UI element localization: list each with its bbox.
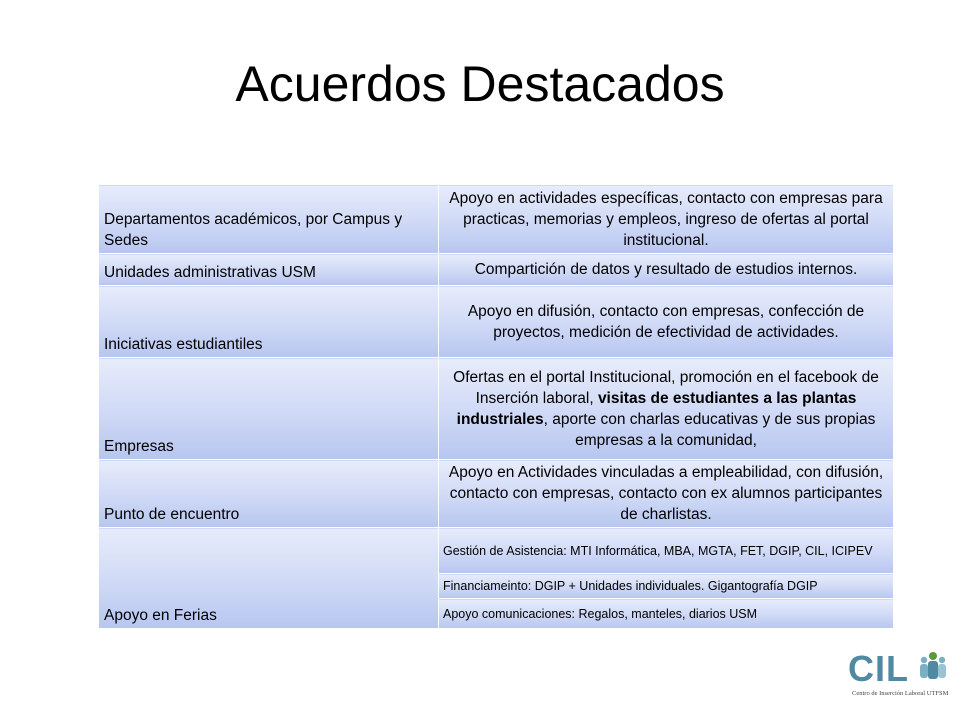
agreements-table (98, 184, 894, 629)
table-row (99, 254, 894, 286)
table-row (99, 185, 894, 254)
row-description: Compartición de datos y resultado de estudios internos. (439, 254, 894, 286)
slide-title: Acuerdos Destacados (235, 56, 725, 112)
row-description (439, 358, 894, 460)
row-description-part: Ofertas en el portal Institucional, promoción en el facebook de Inserción laboral, (453, 368, 879, 407)
table-row (99, 460, 894, 528)
row-description-highlight: visitas de estudiantes a las plantas industriales (456, 389, 857, 428)
logo-text: CIL (848, 648, 909, 689)
row-subitem: Financiameinto: DGIP + Unidades individuales. Gigantografía DGIP (439, 574, 894, 599)
row-label: Unidades administrativas USM (99, 254, 439, 286)
row-label: Empresas (99, 358, 439, 460)
table-row (99, 358, 894, 460)
table-row (99, 528, 894, 574)
row-label: Punto de encuentro (99, 460, 439, 528)
row-label: Departamentos académicos, por Campus y Sedes (99, 185, 439, 254)
row-label: Apoyo en Ferias (99, 528, 439, 629)
row-description-part: , aporte con charlas educativas y de sus propias empresas a la comunidad, (543, 410, 876, 449)
row-label: Iniciativas estudiantiles (99, 286, 439, 358)
row-description: Apoyo en Actividades vinculadas a empleabilidad, con difusión, contacto con empresas, contacto con ex alumnos participantes de charlistas. (439, 460, 894, 528)
row-description: Apoyo en difusión, contacto con empresas, confección de proyectos, medición de efectividad de actividades. (439, 286, 894, 358)
logo-subtitle: Centro de Inserción Laboral UTFSM (852, 690, 949, 697)
table-row (99, 286, 894, 358)
row-subitem: Apoyo comunicaciones: Regalos, manteles, diarios USM (439, 599, 894, 629)
row-subitem: Gestión de Asistencia: MTI Informática, MBA, MGTA, FET, DGIP, CIL, ICIPEV (439, 528, 894, 574)
row-description: Apoyo en actividades específicas, contacto con empresas para practicas, memorias y empleos, ingreso de ofertas al portal institucional. (439, 185, 894, 254)
